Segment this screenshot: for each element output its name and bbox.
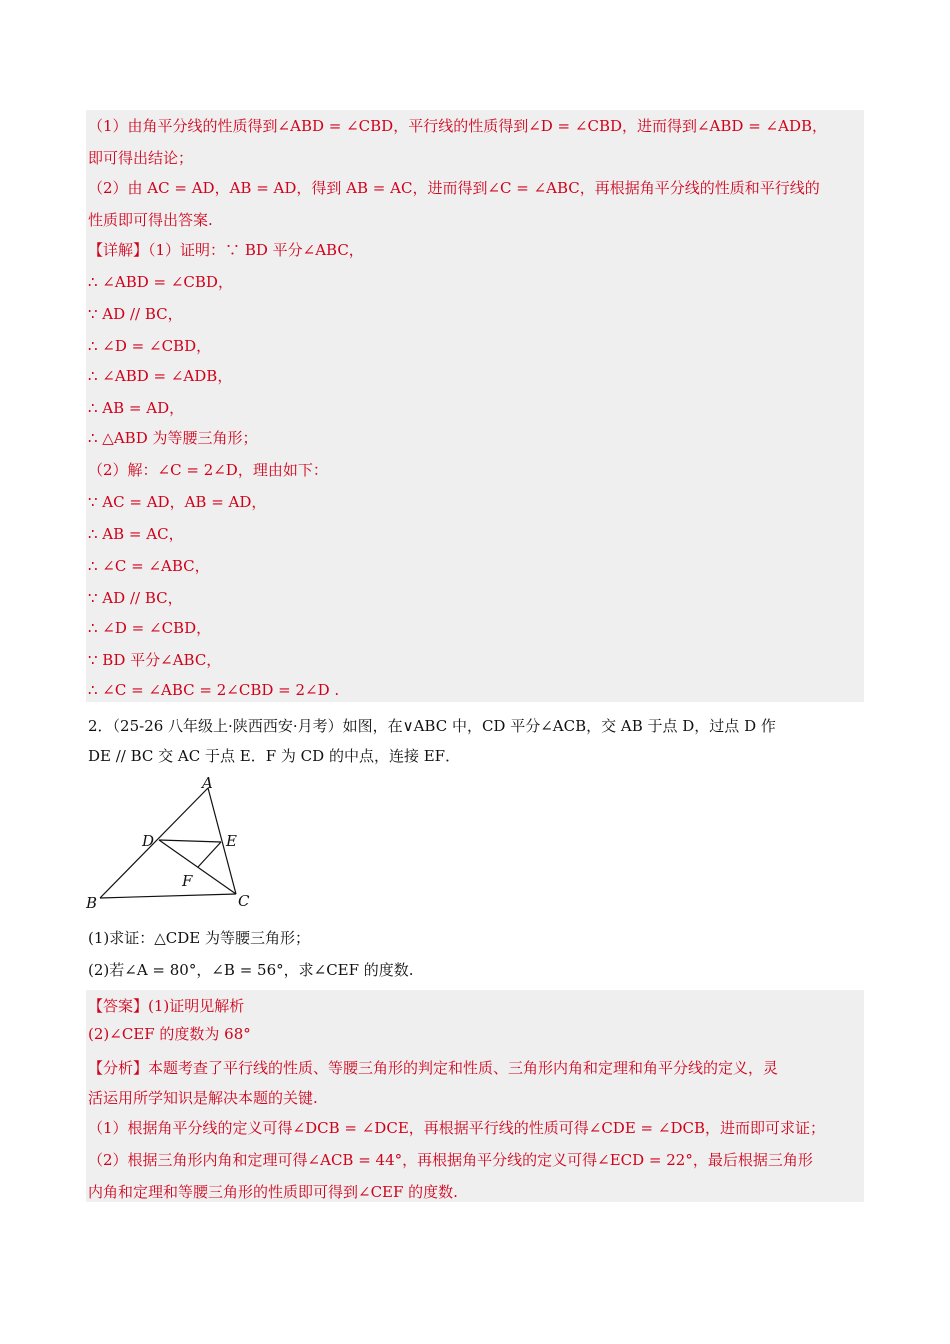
solution1-line-5: 【详解】（1）证明：∵ BD 平分∠ABC， — [88, 241, 364, 259]
solution1-line-8: ∴ ∠D = ∠CBD， — [88, 337, 212, 355]
solution1-line-3: （2）由 AC = AD，AB = AD，得到 AB = AC，进而得到∠C = ∠ABC，再根据角平分线的性质和平行线的 — [88, 179, 820, 197]
analysis-line-2: 活运用所学知识是解决本题的关键. — [88, 1089, 318, 1107]
solution1-line-18: ∵ BD 平分∠ABC， — [88, 651, 222, 669]
question-2-line-1: 2．（25-26 八年级上·陕西西安·月考）如图，在∨ABC 中，CD 平分∠ACB，交 AB 于点 D，过点 D 作 — [88, 717, 776, 735]
segment-ef — [198, 842, 221, 867]
solution1-line-7: ∵ AD // BC， — [88, 305, 183, 323]
segment-bc — [100, 894, 236, 898]
answer-line-1: 【答案】(1)证明见解析 — [88, 997, 245, 1015]
solution1-line-9: ∴ ∠ABD = ∠ADB， — [88, 367, 233, 385]
analysis-line-5: 内角和定理和等腰三角形的性质即可得到∠CEF 的度数. — [88, 1183, 458, 1201]
label-f: F — [182, 872, 193, 890]
solution1-line-10: ∴ AB = AD， — [88, 399, 185, 417]
solution1-line-15: ∴ ∠C = ∠ABC， — [88, 557, 210, 575]
triangle-figure — [80, 770, 280, 920]
solution1-line-13: ∵ AC = AD，AB = AD， — [88, 493, 267, 511]
label-e: E — [226, 832, 237, 850]
solution1-line-1: （1）由角平分线的性质得到∠ABD = ∠CBD，平行线的性质得到∠D = ∠CBD，进而得到∠ABD = ∠ADB， — [88, 117, 827, 135]
label-c: C — [238, 892, 250, 910]
solution1-line-19: ∴ ∠C = ∠ABC = 2∠CBD = 2∠D . — [88, 681, 340, 699]
question-2-line-2: DE // BC 交 AC 于点 E．F 为 CD 的中点，连接 EF． — [88, 747, 461, 765]
analysis-line-3: （1）根据角平分线的定义可得∠DCB = ∠DCE，再根据平行线的性质可得∠CDE = ∠DCB，进而即可求证； — [88, 1119, 825, 1137]
solution-block-1 — [86, 110, 864, 702]
segment-de — [159, 840, 221, 842]
solution1-line-11: ∴ △ABD 为等腰三角形； — [88, 429, 258, 447]
analysis-line-4: （2）根据三角形内角和定理可得∠ACB = 44°，再根据角平分线的定义可得∠ECD = 22°，最后根据三角形 — [88, 1151, 813, 1169]
solution1-line-2: 即可得出结论； — [88, 149, 194, 167]
solution1-line-4: 性质即可得出答案. — [88, 211, 213, 229]
solution1-line-17: ∴ ∠D = ∠CBD， — [88, 619, 212, 637]
solution1-line-16: ∵ AD // BC， — [88, 589, 183, 607]
solution1-line-14: ∴ AB = AC， — [88, 525, 184, 543]
analysis-line-1: 【分析】本题考查了平行线的性质、等腰三角形的判定和性质、三角形内角和定理和角平分线的定义，灵 — [88, 1059, 779, 1077]
label-d: D — [142, 832, 155, 850]
label-a: A — [202, 774, 213, 792]
question-2-part-2: (2)若∠A = 80°，∠B = 56°，求∠CEF 的度数. — [88, 961, 414, 979]
solution1-line-6: ∴ ∠ABD = ∠CBD， — [88, 273, 233, 291]
answer-line-2: (2)∠CEF 的度数为 68° — [88, 1025, 251, 1043]
question-2-part-1: (1)求证：△CDE 为等腰三角形； — [88, 929, 311, 947]
label-b: B — [86, 894, 98, 912]
solution1-line-12: （2）解：∠C = 2∠D，理由如下： — [88, 461, 328, 479]
